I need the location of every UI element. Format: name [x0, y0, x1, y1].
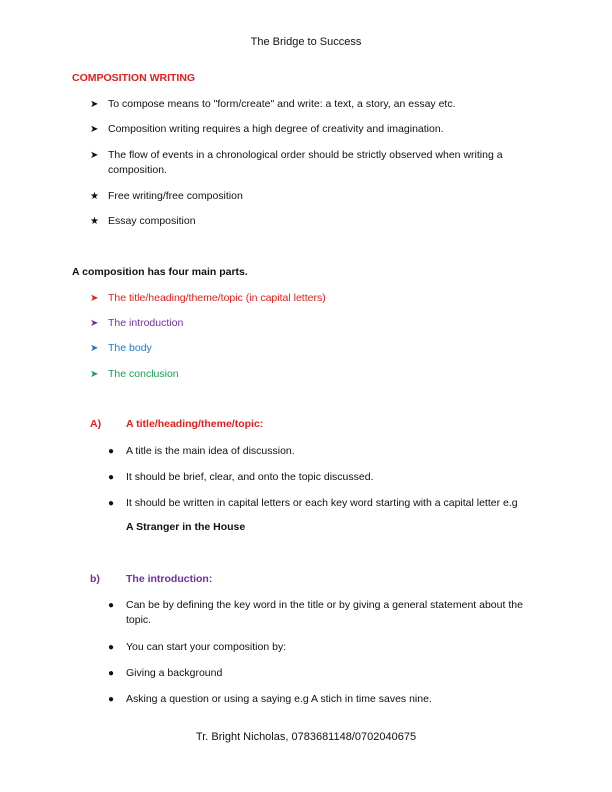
page-header: The Bridge to Success — [250, 36, 362, 48]
dot-bullet-icon: ● — [108, 600, 115, 611]
dot-bullet-icon: ● — [108, 642, 115, 653]
list-item: ➤ The title/heading/theme/topic (in capital letters) — [90, 292, 326, 304]
list-item: ★ Essay composition — [90, 215, 196, 227]
star-bullet-icon: ★ — [90, 191, 99, 202]
list-item: ➤ The body — [90, 342, 152, 354]
dot-bullet-icon: ● — [108, 446, 115, 457]
list-item: ➤ Composition writing requires a high degree of creativity and imagination. — [90, 123, 444, 135]
list-item: ➤ The flow of events in a chronological order should be strictly observed when writing a composition. — [90, 149, 503, 176]
list-item: ➤ The conclusion — [90, 368, 179, 380]
section-b-heading: b) The introduction: — [90, 573, 213, 585]
list-item: ➤ The introduction — [90, 317, 184, 329]
dot-bullet-icon: ● — [108, 694, 115, 705]
arrow-bullet-icon: ➤ — [90, 318, 99, 329]
parts-heading: A composition has four main parts. — [72, 266, 248, 278]
dot-bullet-icon: ● — [108, 498, 115, 509]
arrow-bullet-icon: ➤ — [90, 124, 99, 135]
arrow-bullet-icon: ➤ — [90, 293, 99, 304]
arrow-bullet-icon: ➤ — [90, 150, 99, 161]
list-item: ● It should be written in capital letters or each key word starting with a capital letter e.g — [108, 497, 518, 509]
list-item: ● It should be brief, clear, and onto the topic discussed. — [108, 471, 374, 483]
arrow-bullet-icon: ➤ — [90, 369, 99, 380]
arrow-bullet-icon: ➤ — [90, 99, 99, 110]
list-item: ● You can start your composition by: — [108, 641, 287, 653]
main-heading: COMPOSITION WRITING — [72, 72, 196, 84]
list-item: ● Asking a question or using a saying e.g A stich in time saves nine. — [108, 693, 432, 705]
list-item: ● Giving a background — [108, 667, 223, 679]
list-item: ● Can be by defining the key word in the title or by giving a general statement about the topic. — [108, 599, 523, 626]
list-item: ● A title is the main idea of discussion. — [108, 445, 295, 457]
dot-bullet-icon: ● — [108, 668, 115, 679]
list-item: ➤ To compose means to "form/create" and write: a text, a story, an essay etc. — [90, 98, 456, 110]
example-title: A Stranger in the House — [126, 521, 246, 533]
section-a-heading: A) A title/heading/theme/topic: — [90, 418, 264, 430]
arrow-bullet-icon: ➤ — [90, 343, 99, 354]
page-footer: Tr. Bright Nicholas, 0783681148/0702040675 — [195, 731, 417, 743]
star-bullet-icon: ★ — [90, 216, 99, 227]
list-item: ★ Free writing/free composition — [90, 190, 243, 202]
dot-bullet-icon: ● — [108, 472, 115, 483]
